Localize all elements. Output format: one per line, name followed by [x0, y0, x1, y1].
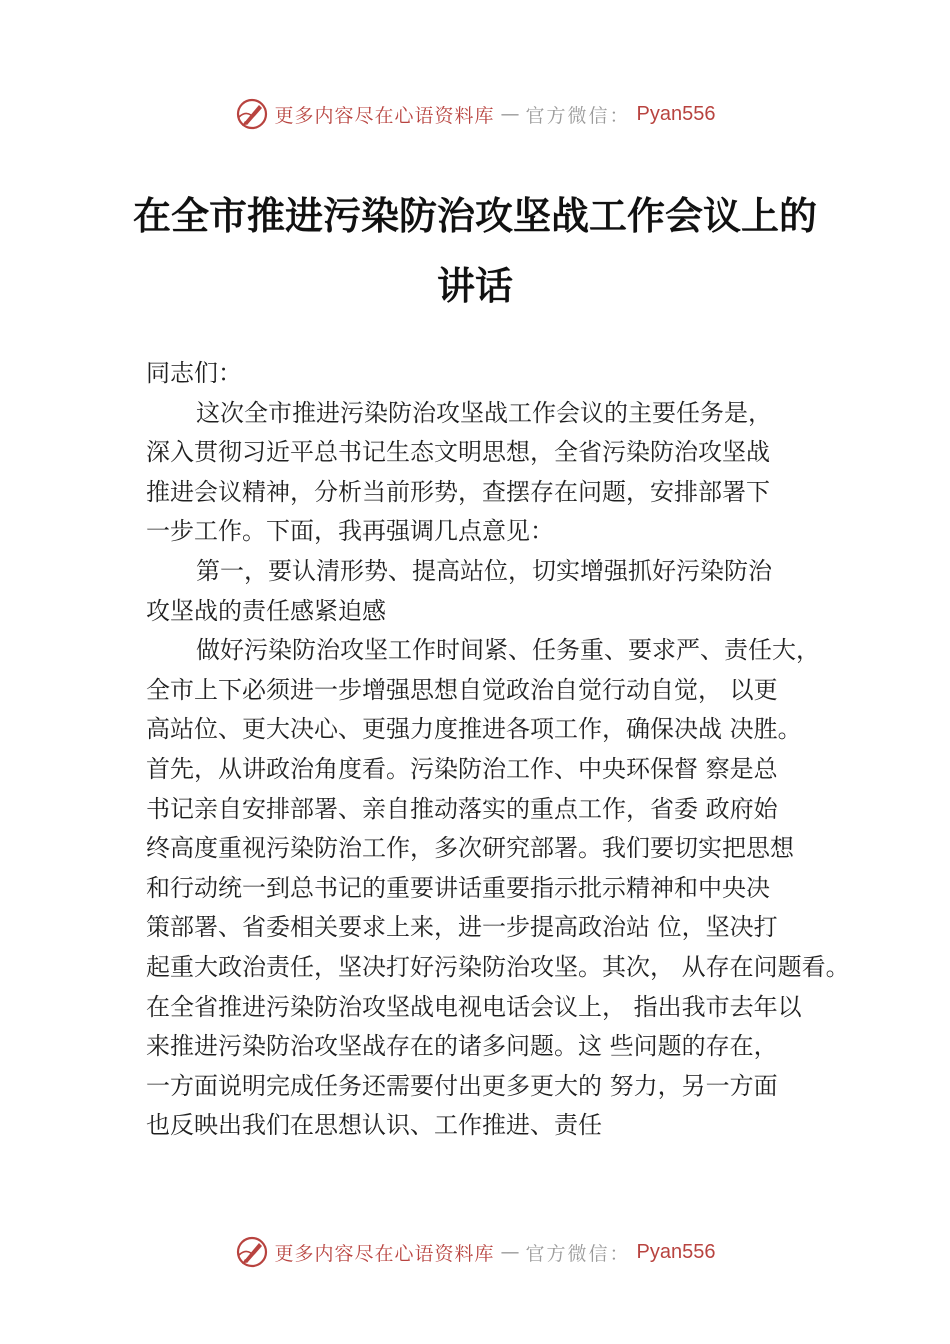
watermark-label: 官方微信： — [525, 1242, 631, 1265]
pen-circle-logo-icon — [235, 1235, 269, 1269]
text-line: 深入贯彻习近平总书记生态文明思想，全省污染防治攻坚战 — [146, 438, 770, 467]
pen-circle-logo-icon — [235, 97, 269, 131]
text-line: 高站位、更大决心、更强力度推进各项工作，确保决战 决胜。 — [146, 715, 802, 744]
text-line: 一步工作。下面，我再强调几点意见： — [146, 517, 554, 546]
text-line: 终高度重视污染防治工作，多次研究部署。我们要切实把思想 — [146, 834, 794, 863]
text-line: 在全省推进污染防治攻坚战电视电话会议上， 指出我市去年以 — [146, 992, 802, 1021]
watermark-wechat-id: Pyan556 — [636, 1240, 716, 1263]
text-line: 也反映出我们在思想认识、工作推进、责任 — [146, 1111, 602, 1140]
section-heading-line: 攻坚战的责任感紧迫感 — [146, 596, 386, 625]
text-line: 和行动统一到总书记的重要讲话重要指示批示精神和中央决 — [146, 873, 770, 902]
text-line: 策部署、省委相关要求上来，进一步提高政治站 位，坚决打 — [146, 913, 778, 942]
text-line: 推进会议精神，分析当前形势，查摆存在问题，安排部署下 — [146, 477, 770, 506]
watermark-separator: — — [500, 103, 520, 125]
text-line: 一方面说明完成任务还需要付出更多更大的 努力，另一方面 — [146, 1071, 778, 1100]
text-line: 同志们： — [146, 359, 242, 387]
text-line: 做好污染防治攻坚工作时间紧、任务重、要求严、责任大， — [196, 636, 820, 665]
watermark-wechat-id: Pyan556 — [636, 102, 716, 125]
watermark-brand-text: 更多内容尽在心语资料库 — [274, 1242, 495, 1265]
section-heading-line: 第一，要认清形势、提高站位，切实增强抓好污染防治 — [196, 556, 772, 585]
footer-watermark — [0, 1232, 950, 1272]
document-title-line-1: 在全市推进污染防治攻坚战工作会议上的 — [132, 193, 817, 238]
document-title-line-2: 讲话 — [436, 263, 513, 308]
text-line: 书记亲自安排部署、亲自推动落实的重点工作，省委 政府始 — [146, 794, 778, 823]
watermark-label: 官方微信： — [525, 104, 631, 127]
text-line: 这次全市推进污染防治攻坚战工作会议的主要任务是， — [196, 398, 772, 427]
watermark-separator: — — [500, 1241, 520, 1263]
text-line: 全市上下必须进一步增强思想自觉政治自觉行动自觉， 以更 — [146, 675, 778, 704]
document-body — [146, 354, 856, 1146]
text-line: 来推进污染防治攻坚战存在的诸多问题。这 些问题的存在， — [146, 1032, 778, 1061]
header-watermark — [0, 94, 950, 134]
watermark-brand-text: 更多内容尽在心语资料库 — [274, 104, 495, 127]
text-line: 起重大政治责任，坚决打好污染防治攻坚。其次， 从存在问题看。 — [146, 952, 850, 981]
text-line: 首先，从讲政治角度看。污染防治工作、中央环保督 察是总 — [146, 754, 778, 783]
